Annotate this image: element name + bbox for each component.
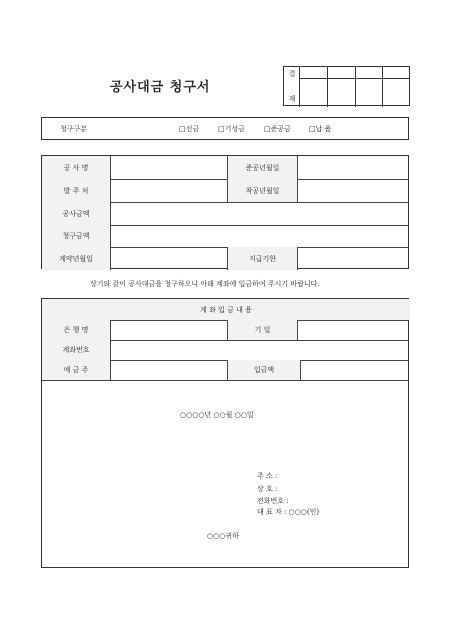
request-sentence: 상기와 같이 공사대금을 청구하오니 아래 계좌에 입금하여 주시기 바랍니다. [90, 280, 320, 288]
approval-label-top: 결 [288, 69, 296, 78]
deposit-label: 입금액 [228, 360, 301, 380]
contract-amount-field[interactable] [111, 202, 410, 225]
recipient: ○○○귀하 [207, 532, 239, 540]
contract-amount-label: 공사금액 [42, 202, 111, 225]
approval-label-bottom: 재 [288, 95, 296, 103]
table-row [42, 202, 408, 226]
bank-label: 은 행 명 [42, 320, 111, 340]
table-row [42, 360, 408, 381]
project-name-field[interactable] [111, 156, 228, 179]
holder-field[interactable] [111, 360, 228, 380]
option-progress[interactable]: □기성금 [218, 125, 245, 133]
start-date-field[interactable] [298, 179, 410, 202]
request-type-label: 청구구분 [60, 125, 88, 133]
contract-date-label: 계약년월일 [42, 247, 111, 270]
claim-amount-field[interactable] [111, 225, 410, 247]
request-type-box [41, 117, 409, 140]
payment-deadline-label: 지급기한 [228, 247, 298, 270]
option-delivery[interactable]: □납 품 [309, 125, 332, 133]
deposit-field[interactable] [301, 360, 410, 380]
account-box [41, 298, 409, 568]
phone-label: 전화번호 : [257, 497, 289, 505]
approval-box [283, 66, 410, 106]
start-date-label: 착공년월일 [228, 179, 298, 202]
account-section-title: 계 좌 입 금 내 용 [42, 299, 410, 320]
account-title-row [42, 299, 408, 321]
holder-label: 예 금 주 [42, 360, 111, 380]
table-row [42, 156, 408, 180]
option-completion[interactable]: □준공금 [264, 125, 291, 133]
branch-field[interactable] [298, 320, 410, 340]
table-row [42, 247, 408, 270]
table-row [42, 179, 408, 203]
account-no-label: 계좌번호 [42, 340, 111, 360]
orderer-label: 발 주 처 [42, 179, 111, 202]
completion-date-label: 준공년월일 [228, 156, 298, 179]
claim-amount-label: 청구금액 [42, 225, 111, 247]
completion-date-field[interactable] [298, 156, 410, 179]
table-row [42, 340, 408, 361]
payment-deadline-field[interactable] [298, 247, 410, 270]
project-name-label: 공 사 명 [42, 156, 111, 179]
info-table [41, 155, 409, 269]
option-advance[interactable]: □선금 [179, 125, 200, 133]
ceo-label: 대 표 자 : ○○○(인) [257, 508, 320, 516]
document-title: 공사대금 청구서 [110, 80, 211, 95]
bank-field[interactable] [111, 320, 228, 340]
address-label: 주 소 : [257, 472, 278, 480]
contract-date-field[interactable] [111, 247, 228, 270]
orderer-field[interactable] [111, 179, 228, 202]
table-row [42, 320, 408, 341]
table-row [42, 225, 408, 248]
company-label: 상 호 : [257, 485, 278, 493]
branch-label: 기 일 [228, 320, 298, 340]
account-no-field[interactable] [111, 340, 410, 360]
footer-date: ○○○○년 ○○월 ○○일 [180, 411, 254, 419]
